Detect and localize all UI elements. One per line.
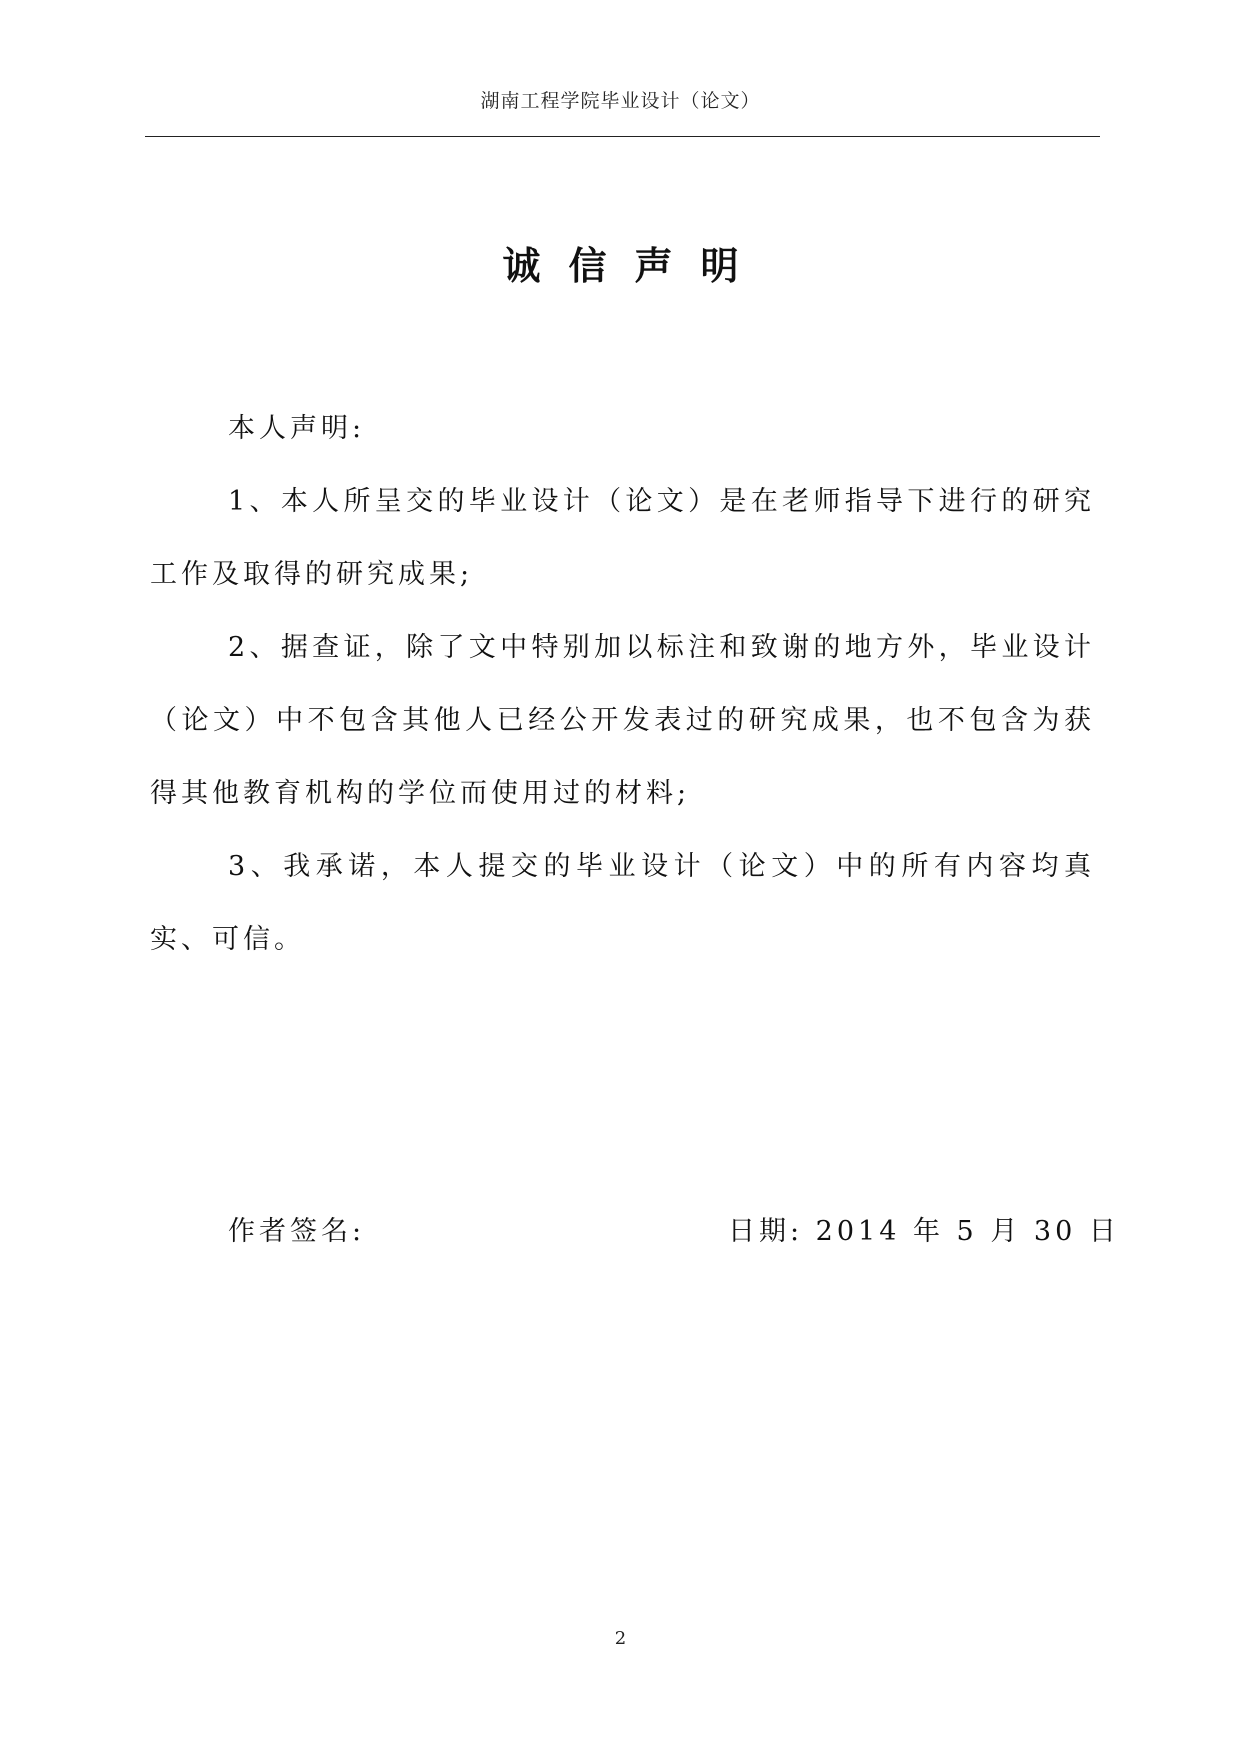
- statement-item-2: 2、据查证，除了文中特别加以标注和致谢的地方外，毕业设计（论文）中不包含其他人已经公开发表过的研究成果，也不包含为获得其他教育机构的学位而使用过的材料;: [150, 632, 1095, 809]
- document-title: 诚信声明: [502, 244, 767, 288]
- statement-intro: 本人声明:: [228, 413, 366, 444]
- signature-date: 日期: 2014 年 5 月 30 日: [728, 1216, 1120, 1247]
- statement-item-3: 3、我承诺，本人提交的毕业设计（论文）中的所有内容均真实、可信。: [150, 851, 1095, 955]
- statement-item-1: 1、本人所呈交的毕业设计（论文）是在老师指导下进行的研究工作及取得的研究成果;: [150, 486, 1095, 590]
- page-number: 2: [614, 1628, 627, 1649]
- author-signature-label: 作者签名:: [228, 1216, 366, 1247]
- header-divider: [145, 136, 1100, 137]
- running-header: 湖南工程学院毕业设计（论文）: [480, 90, 761, 112]
